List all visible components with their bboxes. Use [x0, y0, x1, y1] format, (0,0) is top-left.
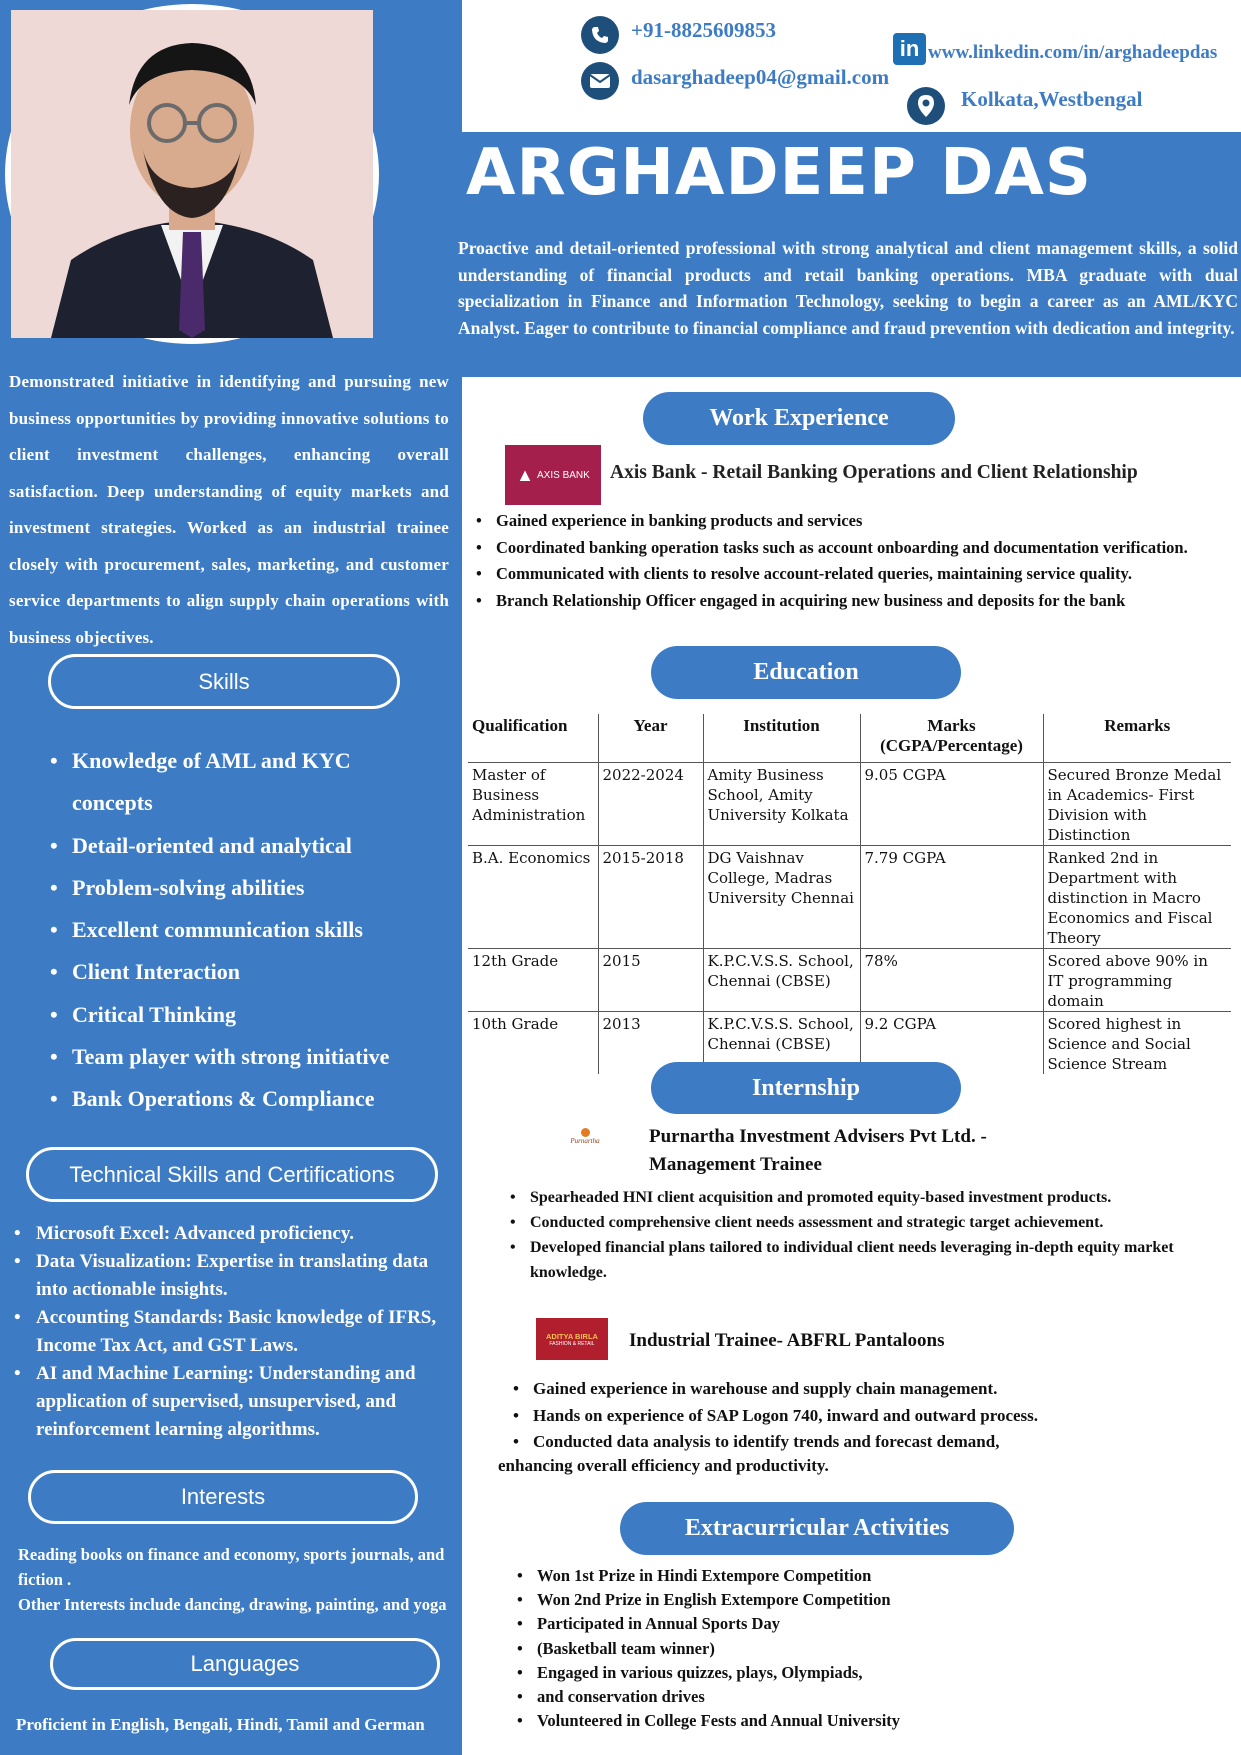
skill-item: • Critical Thinking [72, 994, 402, 1036]
extracurricular-item: • Won 2nd Prize in English Extempore Competition [537, 1588, 1227, 1612]
technical-skills-list [36, 1220, 461, 1444]
skill-item: • Bank Operations & Compliance [72, 1078, 402, 1120]
table-header: Year [598, 714, 703, 762]
purnartha-logo-text: Purnartha [570, 1137, 600, 1145]
table-row [468, 845, 1231, 948]
interests-heading: Interests [28, 1470, 418, 1524]
internship-bullet: • Developed financial plans tailored to individual client needs leveraging in-depth equity market knowledge. [530, 1235, 1235, 1285]
work-role: Axis Bank - Retail Banking Operations and Client Relationship [610, 462, 1138, 483]
skill-item: • Problem-solving abilities [72, 867, 402, 909]
extracurricular-item: • Won 1st Prize in Hindi Extempore Competition [537, 1564, 1227, 1588]
candidate-name: ARGHADEEP DAS [466, 136, 1092, 210]
table-cell: 78% [860, 948, 1043, 1011]
table-header: Marks (CGPA/Percentage) [860, 714, 1043, 762]
table-cell: 7.79 CGPA [860, 845, 1043, 948]
skill-item: • Knowledge of AML and KYC concepts [72, 740, 402, 825]
table-cell: K.P.C.V.S.S. School, Chennai (CBSE) [703, 1011, 860, 1074]
table-cell: Secured Bronze Medal in Academics- First Division with Distinction [1043, 762, 1231, 845]
table-header: Institution [703, 714, 860, 762]
tech-item: • Accounting Standards: Basic knowledge of IFRS, Income Tax Act, and GST Laws. [36, 1304, 461, 1360]
education-table [468, 714, 1231, 1074]
education-table-wrap [468, 714, 1231, 1073]
skill-item: • Excellent communication skills [72, 909, 402, 951]
work-bullet: • Gained experience in banking products and services [496, 508, 1236, 535]
internship-bullet-tail: enhancing overall efficiency and productivity. [498, 1456, 829, 1475]
work-bullet: • Branch Relationship Officer engaged in acquiring new business and deposits for the bank [496, 588, 1236, 615]
extracurricular-heading: Extracurricular Activities [620, 1502, 1014, 1555]
table-cell: 2022-2024 [598, 762, 703, 845]
location-text: Kolkata,Westbengal [961, 87, 1143, 111]
interests-text-2: Other Interests include dancing, drawing, painting, and yoga [18, 1595, 447, 1614]
table-cell: 2013 [598, 1011, 703, 1074]
table-row [468, 948, 1231, 1011]
axis-logo-icon: ▲ [516, 464, 534, 485]
skill-item: • Team player with strong initiative [72, 1036, 402, 1078]
extracurricular-item: • and conservation drives [537, 1685, 1227, 1709]
table-cell: Scored highest in Science and Social Science Stream [1043, 1011, 1231, 1074]
tech-item: • Data Visualization: Expertise in translating data into actionable insights. [36, 1248, 461, 1304]
technical-skills-heading: Technical Skills and Certifications [26, 1147, 438, 1202]
internship-bullet: • Gained experience in warehouse and supply chain management. [533, 1376, 1233, 1403]
table-cell: 9.05 CGPA [860, 762, 1043, 845]
table-header: Qualification [468, 714, 598, 762]
purnartha-logo-icon [581, 1128, 590, 1137]
extracurricular-item: • Engaged in various quizzes, plays, Olympiads, [537, 1661, 1227, 1685]
skill-item: • Client Interaction [72, 951, 402, 993]
table-header: Remarks [1043, 714, 1231, 762]
internship-role-2: Industrial Trainee- ABFRL Pantaloons [629, 1330, 945, 1351]
phone-icon [581, 16, 619, 54]
phone-text[interactable]: +91-8825609853 [631, 18, 776, 42]
sidebar-intro: Demonstrated initiative in identifying and pursuing new business opportunities by providing innovative solutions to client investment challenges, enhancing overall satisfaction. Deep understanding of equity markets and investment strategies. Worked as an industrial trainee closely with procurement, sales, marketing, and customer service departments to align supply chain operations with business objectives. [9, 372, 449, 647]
education-heading: Education [651, 646, 961, 699]
extracurricular-item: • Volunteered in College Fests and Annual University [537, 1709, 1227, 1733]
axis-logo-text: AXIS BANK [537, 469, 590, 481]
tech-item: • Microsoft Excel: Advanced proficiency. [36, 1220, 461, 1248]
axis-bank-logo [505, 445, 601, 505]
internship-bullets-2 [533, 1376, 1233, 1456]
tech-item: • AI and Machine Learning: Understanding and application of supervised, unsupervised, and reinforcement learning algorithms. [36, 1360, 461, 1444]
extracurricular-item: • Participated in Annual Sports Day [537, 1612, 1227, 1636]
skill-item: • Detail-oriented and analytical [72, 825, 402, 867]
profile-photo [5, 4, 379, 344]
table-cell: Master of Business Administration [468, 762, 598, 845]
summary-text: Proactive and detail-oriented professional with strong analytical and client management skills, a solid understanding of financial products and retail banking operations. MBA graduate with dual specialization in Finance and Information Technology, seeking to begin a career as an AML/KYC Analyst. Eager to contribute to financial compliance and fraud prevention with dedication and integrity. [458, 238, 1238, 338]
table-cell: 2015 [598, 948, 703, 1011]
aditya-birla-logo [536, 1318, 608, 1360]
internship-bullets-1 [530, 1185, 1235, 1285]
linkedin-text[interactable]: www.linkedin.com/in/arghadeepdas [928, 42, 1218, 63]
interests-text-1: Reading books on finance and economy, sports journals, and fiction . [18, 1545, 445, 1589]
email-icon [581, 62, 619, 100]
table-cell: 9.2 CGPA [860, 1011, 1043, 1074]
table-header-row [468, 714, 1231, 762]
purnartha-logo [560, 1128, 610, 1160]
location-pin-icon [907, 87, 945, 125]
table-row [468, 762, 1231, 845]
work-bullets [496, 508, 1236, 614]
person-silhouette-icon [11, 10, 373, 338]
skills-list [72, 740, 402, 1121]
languages-text: Proficient in English, Bengali, Hindi, Tamil and German [16, 1715, 425, 1734]
work-experience-heading: Work Experience [643, 392, 955, 445]
table-cell: Ranked 2nd in Department with distinction in Macro Economics and Fiscal Theory [1043, 845, 1231, 948]
aditya-birla-logo-top: ADITYA BIRLA [546, 1331, 598, 1341]
linkedin-icon: in [893, 33, 926, 65]
table-cell: 2015-2018 [598, 845, 703, 948]
languages-heading: Languages [50, 1638, 440, 1690]
email-text[interactable]: dasarghadeep04@gmail.com [631, 65, 890, 89]
table-cell: 10th Grade [472, 1014, 559, 1033]
skills-heading: Skills [48, 654, 400, 709]
internship-bullet: • Conducted comprehensive client needs assessment and strategic target achievement. [530, 1210, 1235, 1235]
table-cell: Scored above 90% in IT programming domain [1043, 948, 1231, 1011]
internship-role-1: Purnartha Investment Advisers Pvt Ltd. - Management Trainee [649, 1126, 987, 1175]
table-cell: Amity Business School, Amity University Kolkata [703, 762, 860, 845]
extracurricular-list [537, 1564, 1227, 1733]
internship-bullet: • Hands on experience of SAP Logon 740, inward and outward process. [533, 1403, 1233, 1430]
table-cell: K.P.C.V.S.S. School, Chennai (CBSE) [703, 948, 860, 1011]
aditya-birla-logo-bottom: FASHION & RETAIL [549, 1340, 595, 1347]
table-cell: B.A. Economics [468, 845, 598, 948]
extracurricular-item: • (Basketball team winner) [537, 1637, 1227, 1661]
table-cell: 12th Grade [468, 948, 598, 1011]
internship-bullet: • Spearheaded HNI client acquisition and promoted equity-based investment products. [530, 1185, 1235, 1210]
work-bullet: • Coordinated banking operation tasks such as account onboarding and documentation verification. [496, 535, 1236, 562]
internship-heading: Internship [651, 1062, 961, 1114]
work-bullet: • Communicated with clients to resolve account-related queries, maintaining service quality. [496, 561, 1236, 588]
table-cell: DG Vaishnav College, Madras University Chennai [703, 845, 860, 948]
internship-bullet: • Conducted data analysis to identify trends and forecast demand, [533, 1429, 1233, 1456]
